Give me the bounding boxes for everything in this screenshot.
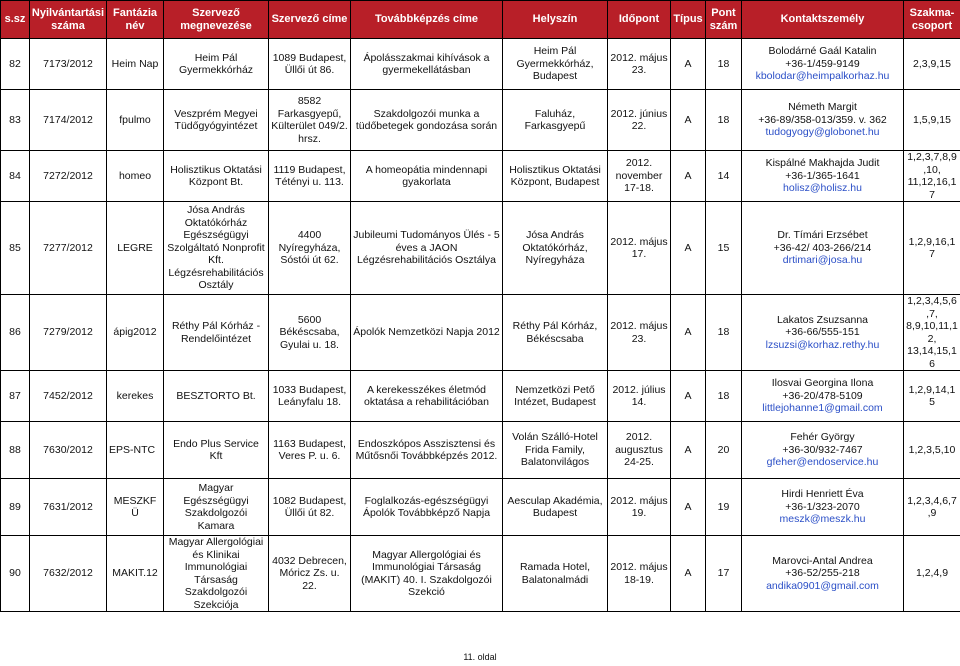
cell-venue: Heim Pál Gyermekkórház, Budapest xyxy=(503,39,608,90)
cell-org-addr: 1089 Budapest, Üllői út 86. xyxy=(269,39,351,90)
contact-email-link[interactable]: gfeher@endoservice.hu xyxy=(766,456,879,469)
cell-org-addr: 5600 Békéscsaba, Gyulai u. 18. xyxy=(269,295,351,371)
cell-org-addr: 1033 Budapest, Leányfalu 18. xyxy=(269,371,351,422)
cell-contact xyxy=(742,536,904,612)
cell-title: Ápolók Nemzetközi Napja 2012 xyxy=(351,295,503,371)
cell-fantasy: kerekes xyxy=(107,371,164,422)
cell-groups: 1,2,3,4,5,6,7, 8,9,10,11,12, 13,14,15,16 xyxy=(904,295,960,371)
cell-groups: 1,2,3,5,10 xyxy=(904,422,960,479)
cell-fantasy: fpulmo xyxy=(107,90,164,151)
cell-fantasy: Heim Nap xyxy=(107,39,164,90)
cell-fantasy: EPS-NTC xyxy=(107,422,164,479)
cell-org: Heim Pál Gyermekkórház xyxy=(164,39,269,90)
cell-title: Endoszkópos Asszisztensi és Műtősnői Továbbképzés 2012. xyxy=(351,422,503,479)
cell-groups: 1,5,9,15 xyxy=(904,90,960,151)
cell-num: 85 xyxy=(1,202,30,295)
contact-phone: +36-52/255-218 xyxy=(785,567,860,580)
cell-title: A kerekesszékes életmód oktatása a rehabilitációban xyxy=(351,371,503,422)
cell-type: A xyxy=(671,479,706,536)
header-col-org-addr: Szervező címe xyxy=(269,1,351,39)
cell-venue: Holisztikus Oktatási Központ, Budapest xyxy=(503,151,608,202)
contact-email-link[interactable]: tudogyogy@globonet.hu xyxy=(765,126,880,139)
cell-num: 82 xyxy=(1,39,30,90)
contact-name: Kispálné Makhajda Judit xyxy=(765,157,880,170)
table-row xyxy=(1,479,960,536)
contact-email-link[interactable]: lzsuzsi@korhaz.rethy.hu xyxy=(765,338,880,351)
table-row xyxy=(1,371,960,422)
cell-contact xyxy=(742,151,904,202)
cell-title: Jubileumi Tudományos Ülés - 5 éves a JAON Légzésrehabilitációs Osztálya xyxy=(351,202,503,295)
cell-contact xyxy=(742,422,904,479)
cell-num: 89 xyxy=(1,479,30,536)
cell-reg: 7630/2012 xyxy=(30,422,107,479)
contact-phone: +36-89/358-013/359. v. 362 xyxy=(758,113,887,126)
cell-fantasy: MESZKF Ü xyxy=(107,479,164,536)
cell-points: 18 xyxy=(706,371,742,422)
contact-email-link[interactable]: littlejohanne1@gmail.com xyxy=(762,402,883,415)
contact-name: Fehér György xyxy=(790,431,855,444)
cell-num: 86 xyxy=(1,295,30,371)
cell-type: A xyxy=(671,536,706,612)
cell-groups: 2,3,9,15 xyxy=(904,39,960,90)
header-col-reg: Nyilvántartási száma xyxy=(30,1,107,39)
contact-name: Lakatos Zsuzsanna xyxy=(776,313,869,326)
cell-org: Magyar Egészségügyi Szakdolgozói Kamara xyxy=(164,479,269,536)
cell-type: A xyxy=(671,39,706,90)
cell-reg: 7631/2012 xyxy=(30,479,107,536)
cell-org-addr: 4400 Nyíregyháza, Sóstói út 62. xyxy=(269,202,351,295)
cell-venue: Volán Szálló-Hotel Frida Family, Balatonvilágos xyxy=(503,422,608,479)
header-col-fantasy: Fantázia név xyxy=(107,1,164,39)
cell-date: 2012. június 22. xyxy=(608,90,671,151)
table-row xyxy=(1,536,960,612)
cell-type: A xyxy=(671,151,706,202)
contact-name: Németh Margit xyxy=(788,101,857,114)
cell-org-addr: 1082 Budapest, Üllői út 82. xyxy=(269,479,351,536)
cell-venue: Jósa András Oktatókórház, Nyíregyháza xyxy=(503,202,608,295)
contact-phone: +36-1/365-1641 xyxy=(785,169,860,182)
cell-reg: 7173/2012 xyxy=(30,39,107,90)
cell-title: Magyar Allergológiai és Immunológiai Társaság (MAKIT) 40. I. Szakdolgozói Szekció xyxy=(351,536,503,612)
header-col-type: Típus xyxy=(671,1,706,39)
cell-venue: Faluház, Farkasgyepű xyxy=(503,90,608,151)
cell-venue: Nemzetközi Pető Intézet, Budapest xyxy=(503,371,608,422)
cell-org-addr: 4032 Debrecen, Móricz Zs. u. 22. xyxy=(269,536,351,612)
cell-org: Holisztikus Oktatási Központ Bt. xyxy=(164,151,269,202)
table-row xyxy=(1,295,960,371)
cell-type: A xyxy=(671,422,706,479)
contact-name: Marovci-Antal Andrea xyxy=(772,554,873,567)
cell-num: 83 xyxy=(1,90,30,151)
contact-phone: +36-1/459-9149 xyxy=(785,57,860,70)
cell-reg: 7174/2012 xyxy=(30,90,107,151)
cell-contact xyxy=(742,479,904,536)
cell-points: 14 xyxy=(706,151,742,202)
cell-contact xyxy=(742,202,904,295)
cell-org: Magyar Allergológiai és Klinikai Immunológiai Társaság Szakdolgozói Szekciója xyxy=(164,536,269,612)
cell-contact xyxy=(742,371,904,422)
cell-date: 2012. július 14. xyxy=(608,371,671,422)
cell-groups: 1,2,9,14,15 xyxy=(904,371,960,422)
table-body xyxy=(1,39,960,612)
cell-contact xyxy=(742,39,904,90)
contact-phone: +36-1/323-2070 xyxy=(785,500,860,513)
header-col-groups: Szakma-csoport xyxy=(904,1,960,39)
cell-org-addr: 8582 Farkasgyepű, Külterület 049/2. hrsz. xyxy=(269,90,351,151)
header-col-title: Továbbképzés címe xyxy=(351,1,503,39)
cell-num: 84 xyxy=(1,151,30,202)
cell-fantasy: ápig2012 xyxy=(107,295,164,371)
cell-reg: 7632/2012 xyxy=(30,536,107,612)
contact-email-link[interactable]: andika0901@gmail.com xyxy=(766,579,879,592)
cell-reg: 7279/2012 xyxy=(30,295,107,371)
cell-org: Jósa András Oktatókórház Egészségügyi Szolgáltató Nonprofit Kft. Légzésrehabilitációs Osztály xyxy=(164,202,269,295)
cell-venue: Ramada Hotel, Balatonalmádi xyxy=(503,536,608,612)
contact-name: Ilosvai Georgina Ilona xyxy=(771,377,874,390)
header-col-contact: Kontaktszemély xyxy=(742,1,904,39)
cell-groups: 1,2,3,4,6,7,9 xyxy=(904,479,960,536)
contact-phone: +36-66/555-151 xyxy=(785,326,860,339)
header-col-points: Pont szám xyxy=(706,1,742,39)
header-row xyxy=(1,1,960,39)
table-row xyxy=(1,90,960,151)
cell-org-addr: 1119 Budapest, Tétényi u. 113. xyxy=(269,151,351,202)
cell-title: Foglalkozás-egészségügyi Ápolók Továbbképző Napja xyxy=(351,479,503,536)
contact-email-link[interactable]: meszk@meszk.hu xyxy=(779,513,866,526)
table-row xyxy=(1,202,960,295)
page-number: 11. oldal xyxy=(463,652,497,662)
header-col-ssz: s.sz xyxy=(1,1,30,39)
cell-groups: 1,2,4,9 xyxy=(904,536,960,612)
cell-fantasy: LEGRE xyxy=(107,202,164,295)
cell-points: 18 xyxy=(706,90,742,151)
contact-phone: +36-20/478-5109 xyxy=(782,389,863,402)
cell-type: A xyxy=(671,371,706,422)
header-col-org: Szervező megnevezése xyxy=(164,1,269,39)
cell-date: 2012. május 18-19. xyxy=(608,536,671,612)
cell-reg: 7277/2012 xyxy=(30,202,107,295)
cell-venue: Réthy Pál Kórház, Békéscsaba xyxy=(503,295,608,371)
contact-name: Bolodárné Gaál Katalin xyxy=(768,45,877,58)
contact-phone: +36-42/ 403-266/214 xyxy=(773,241,872,254)
cell-type: A xyxy=(671,295,706,371)
cell-num: 87 xyxy=(1,371,30,422)
cell-groups: 1,2,9,16,17 xyxy=(904,202,960,295)
cell-points: 17 xyxy=(706,536,742,612)
cell-date: 2012. augusztus 24-25. xyxy=(608,422,671,479)
header-col-venue: Helyszín xyxy=(503,1,608,39)
header-col-date: Időpont xyxy=(608,1,671,39)
cell-title: A homeopátia mindennapi gyakorlata xyxy=(351,151,503,202)
cell-points: 18 xyxy=(706,39,742,90)
cell-type: A xyxy=(671,202,706,295)
cell-org-addr: 1163 Budapest, Veres P. u. 6. xyxy=(269,422,351,479)
cell-points: 19 xyxy=(706,479,742,536)
cell-org: Endo Plus Service Kft xyxy=(164,422,269,479)
cell-org: BESZTORTO Bt. xyxy=(164,371,269,422)
cell-date: 2012. május 23. xyxy=(608,39,671,90)
cell-fantasy: homeo xyxy=(107,151,164,202)
cell-contact xyxy=(742,295,904,371)
cell-org: Veszprém Megyei Tüdőgyógyintézet xyxy=(164,90,269,151)
cell-groups: 1,2,3,7,8,9,10, 11,12,16,17 xyxy=(904,151,960,202)
cell-date: 2012. május 17. xyxy=(608,202,671,295)
cell-date: 2012. május 23. xyxy=(608,295,671,371)
contact-email-link[interactable]: kbolodar@heimpalkorhaz.hu xyxy=(755,70,890,83)
cell-date: 2012. november 17-18. xyxy=(608,151,671,202)
table-row xyxy=(1,39,960,90)
table-row xyxy=(1,151,960,202)
cell-venue: Aesculap Akadémia, Budapest xyxy=(503,479,608,536)
contact-name: Hirdi Henriett Éva xyxy=(781,488,864,501)
cell-points: 20 xyxy=(706,422,742,479)
cell-title: Ápolásszakmai kihívások a gyermekellátásban xyxy=(351,39,503,90)
cell-fantasy: MAKIT.12 xyxy=(107,536,164,612)
cell-points: 15 xyxy=(706,202,742,295)
cell-title: Szakdolgozói munka a tüdőbetegek gondozása során xyxy=(351,90,503,151)
cell-reg: 7452/2012 xyxy=(30,371,107,422)
cell-org: Réthy Pál Kórház - Rendelőintézet xyxy=(164,295,269,371)
cell-date: 2012. május 19. xyxy=(608,479,671,536)
table-row xyxy=(1,422,960,479)
cell-type: A xyxy=(671,90,706,151)
cell-num: 90 xyxy=(1,536,30,612)
contact-phone: +36-30/932-7467 xyxy=(782,443,863,456)
cell-points: 18 xyxy=(706,295,742,371)
contact-email-link[interactable]: holisz@holisz.hu xyxy=(783,182,862,195)
cell-reg: 7272/2012 xyxy=(30,151,107,202)
cell-num: 88 xyxy=(1,422,30,479)
contact-name: Dr. Tímári Erzsébet xyxy=(777,229,868,242)
contact-email-link[interactable]: drtimari@josa.hu xyxy=(782,254,863,267)
cell-contact xyxy=(742,90,904,151)
